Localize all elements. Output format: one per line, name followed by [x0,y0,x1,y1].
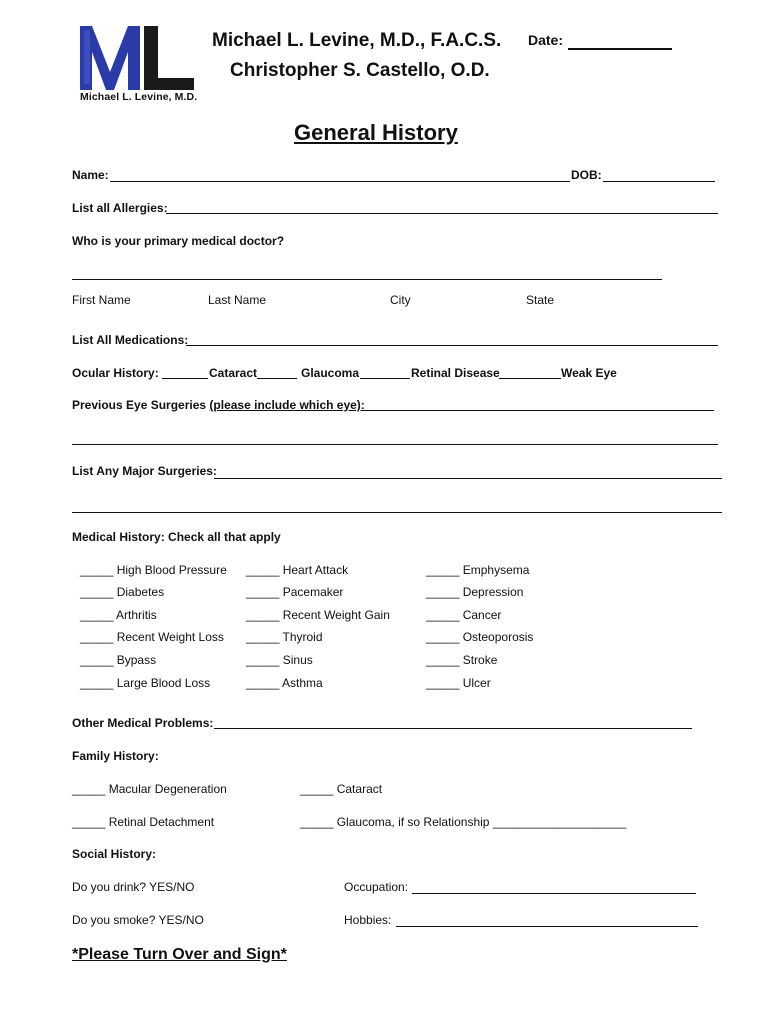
family-glaucoma[interactable]: _____ Glaucoma, if so Relationship ____________________ [300,815,627,829]
other-problems-label: Other Medical Problems: [72,716,214,730]
allergies-field[interactable] [166,213,718,214]
last-name-caption: Last Name [208,293,267,307]
doctor-name-1: Michael L. Levine, M.D., F.A.C.S. [212,30,502,51]
major-surgeries-field-2[interactable] [72,512,722,513]
prev-surgeries-text: Previous Eye Surgeries [72,398,207,412]
state-caption: State [526,293,555,307]
condition-osteoporosis[interactable]: _____ Osteoporosis [426,630,534,644]
condition-arthritis[interactable]: _____ Arthritis [80,608,157,622]
social-history-label: Social History: [72,847,157,861]
medical-history-label: Medical History: Check all that apply [72,530,281,544]
family-macular-degeneration[interactable]: _____ Macular Degeneration [72,782,227,796]
date-field[interactable] [568,48,672,50]
weak-eye-blank[interactable] [499,378,561,379]
other-problems-field[interactable] [214,728,692,729]
condition-depression[interactable]: _____ Depression [426,585,524,599]
occupation-label: Occupation: [344,880,409,894]
glaucoma-blank[interactable] [257,378,297,379]
dob-label: DOB: [571,168,602,182]
allergies-label: List all Allergies: [72,201,168,215]
turn-over-notice: *Please Turn Over and Sign* [72,946,287,963]
condition-asthma[interactable]: _____ Asthma [246,676,323,690]
family-cataract[interactable]: _____ Cataract [300,782,383,796]
page-title: General History [294,120,458,145]
primary-doctor-field[interactable] [72,279,662,280]
date-label: Date: [528,32,564,48]
ocular-glaucoma: Glaucoma [301,366,360,380]
family-retinal-detachment[interactable]: _____ Retinal Detachment [72,815,215,829]
cataract-blank[interactable] [162,378,208,379]
condition-diabetes[interactable]: _____ Diabetes [80,585,165,599]
prev-surgeries-field[interactable] [362,410,714,411]
name-field[interactable] [110,181,570,182]
hobbies-field[interactable] [396,926,698,927]
ocular-retinal-disease: Retinal Disease [411,366,500,380]
ocular-cataract: Cataract [209,366,258,380]
condition-large-blood-loss[interactable]: _____ Large Blood Loss [80,676,211,690]
ocular-history-label: Ocular History: [72,366,159,380]
major-surgeries-field[interactable] [214,478,722,479]
condition-high-blood-pressure[interactable]: _____ High Blood Pressure [80,563,227,577]
prev-surgeries-field-2[interactable] [72,444,718,445]
medications-label: List All Medications: [72,333,189,347]
condition-sinus[interactable]: _____ Sinus [246,653,313,667]
condition-pacemaker[interactable]: _____ Pacemaker [246,585,344,599]
doctor-name-2: Christopher S. Castello, O.D. [230,60,490,81]
retinal-disease-blank[interactable] [360,378,410,379]
condition-emphysema[interactable]: _____ Emphysema [426,563,530,577]
condition-ulcer[interactable]: _____ Ulcer [426,676,491,690]
condition-recent-weight-gain[interactable]: _____ Recent Weight Gain [246,608,390,622]
first-name-caption: First Name [72,293,131,307]
primary-doctor-label: Who is your primary medical doctor? [72,234,285,248]
condition-recent-weight-loss[interactable]: _____ Recent Weight Loss [80,630,224,644]
name-label: Name: [72,168,109,182]
drink-question[interactable]: Do you drink? YES/NO [72,880,195,894]
dob-field[interactable] [603,181,715,182]
condition-cancer[interactable]: _____ Cancer [426,608,502,622]
logo-caption: Michael L. Levine, M.D. [80,91,198,103]
condition-thyroid[interactable]: _____ Thyroid [246,630,323,644]
condition-heart-attack[interactable]: _____ Heart Attack [246,563,349,577]
ml-logo-mark [78,24,198,92]
major-surgeries-label: List Any Major Surgeries: [72,464,217,478]
smoke-question[interactable]: Do you smoke? YES/NO [72,913,204,927]
medications-field[interactable] [186,345,718,346]
prev-surgeries-note: (please include which eye): [209,398,365,412]
ocular-weak-eye: Weak Eye [561,366,617,380]
condition-bypass[interactable]: _____ Bypass [80,653,157,667]
hobbies-label: Hobbies: [344,913,392,927]
city-caption: City [390,293,411,307]
occupation-field[interactable] [412,893,696,894]
family-history-label: Family History: [72,749,159,763]
condition-stroke[interactable]: _____ Stroke [426,653,498,667]
prev-surgeries-label [72,398,365,412]
